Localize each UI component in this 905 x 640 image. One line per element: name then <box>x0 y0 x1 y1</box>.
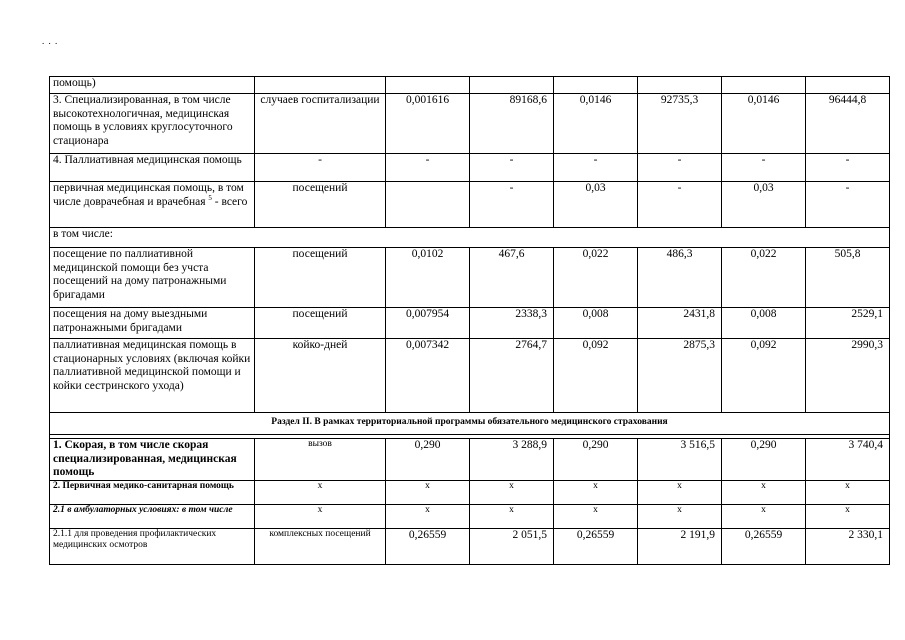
row-name: 2.1 в амбулаторных условиях: в том числе <box>50 504 255 528</box>
value-cell: - <box>638 154 722 182</box>
row-name: 3. Специализированная, в том числе высокотехнологичная, медицинская помощь в условиях круглосуточного стационара <box>50 94 255 154</box>
unit-cell: посещений <box>255 182 386 228</box>
value-cell: 0,290 <box>554 439 638 481</box>
value-cell: - <box>806 154 890 182</box>
row-name: 1. Скорая, в том числе скорая специализированная, медицинская помощь <box>50 439 255 481</box>
value-cell: 2764,7 <box>470 339 554 413</box>
unit-cell: - <box>255 154 386 182</box>
value-cell: х <box>722 504 806 528</box>
table-row <box>50 439 890 481</box>
value-cell: 467,6 <box>470 248 554 308</box>
value-cell: 0,03 <box>554 182 638 228</box>
table-row <box>50 94 890 154</box>
value-cell: 0,092 <box>722 339 806 413</box>
row-name: помощь) <box>50 77 255 94</box>
unit-cell: х <box>255 480 386 504</box>
value-cell: 0,022 <box>722 248 806 308</box>
value-cell: 0,26559 <box>722 528 806 564</box>
value-cell: 3 288,9 <box>470 439 554 481</box>
footnote-mark: 5 <box>208 193 212 202</box>
value-cell: 2 330,1 <box>806 528 890 564</box>
value-cell: 0,092 <box>554 339 638 413</box>
table-row <box>50 308 890 339</box>
table-row <box>50 528 890 564</box>
row-name <box>50 182 255 228</box>
value-cell: 0,007954 <box>386 308 470 339</box>
table-row <box>50 77 890 94</box>
value-cell: 2990,3 <box>806 339 890 413</box>
table-row <box>50 339 890 413</box>
value-cell: 486,3 <box>638 248 722 308</box>
value-cell: 0,0146 <box>722 94 806 154</box>
value-cell: 2431,8 <box>638 308 722 339</box>
value-cell: - <box>722 154 806 182</box>
row-name: посещения на дому выездными патронажными бригадами <box>50 308 255 339</box>
value-cell: 0,022 <box>554 248 638 308</box>
value-cell: х <box>638 504 722 528</box>
value-cell: 2875,3 <box>638 339 722 413</box>
value-cell <box>806 77 890 94</box>
value-cell: х <box>554 480 638 504</box>
value-cell: 505,8 <box>806 248 890 308</box>
value-cell: 0,290 <box>722 439 806 481</box>
value-cell: х <box>470 504 554 528</box>
value-cell: х <box>386 480 470 504</box>
unit-cell: х <box>255 504 386 528</box>
table-row <box>50 228 890 248</box>
value-cell: х <box>386 504 470 528</box>
value-cell: 0,26559 <box>386 528 470 564</box>
value-cell: 3 516,5 <box>638 439 722 481</box>
subgroup-label: в том числе: <box>50 228 890 248</box>
unit-cell: вызов <box>255 439 386 481</box>
row-name: посещение по паллиативной медицинской помощи без учста посещений на дому патронажными бригадами <box>50 248 255 308</box>
row-name: 4. Паллиативная медицинская помощь <box>50 154 255 182</box>
value-cell: х <box>554 504 638 528</box>
unit-cell <box>255 77 386 94</box>
value-cell: х <box>470 480 554 504</box>
value-cell: х <box>806 480 890 504</box>
row-name: 2.1.1 для проведения профилактических медицинских осмотров <box>50 528 255 564</box>
value-cell: 0,0102 <box>386 248 470 308</box>
table-row <box>50 182 890 228</box>
value-cell: - <box>470 182 554 228</box>
table-row <box>50 480 890 504</box>
unit-cell: койко-дней <box>255 339 386 413</box>
unit-cell: комплексных посещений <box>255 528 386 564</box>
row-name: паллиативная медицинская помощь в стационарных условиях (включая койки паллиативной медицинской помощи и койки сестринского ухода) <box>50 339 255 413</box>
value-cell: х <box>806 504 890 528</box>
value-cell: 2338,3 <box>470 308 554 339</box>
unit-cell: случаев госпитализации <box>255 94 386 154</box>
table-row <box>50 154 890 182</box>
value-cell: х <box>722 480 806 504</box>
value-cell: - <box>386 154 470 182</box>
value-cell: 0,001616 <box>386 94 470 154</box>
row-name-suffix: - всего <box>211 195 248 208</box>
value-cell: - <box>554 154 638 182</box>
value-cell: 0,26559 <box>554 528 638 564</box>
value-cell: 2 191,9 <box>638 528 722 564</box>
section-title: Раздел II. В рамках территориальной программы обязательного медицинского страхования <box>50 413 890 435</box>
page-mark: . . . <box>42 36 59 46</box>
row-name: 2. Первичная медико-санитарная помощь <box>50 480 255 504</box>
value-cell: х <box>638 480 722 504</box>
value-cell <box>638 77 722 94</box>
table-row <box>50 248 890 308</box>
table-row <box>50 504 890 528</box>
section-header-row <box>50 413 890 435</box>
value-cell: 3 740,4 <box>806 439 890 481</box>
value-cell: - <box>806 182 890 228</box>
row-name-text: первичная медицинская помощь, в том числе доврачебная и врачебная <box>53 182 244 208</box>
value-cell: 2 051,5 <box>470 528 554 564</box>
value-cell <box>470 77 554 94</box>
value-cell: 0,03 <box>722 182 806 228</box>
medical-care-table <box>49 76 890 565</box>
value-cell: 96444,8 <box>806 94 890 154</box>
value-cell: 0,007342 <box>386 339 470 413</box>
value-cell: 0,008 <box>554 308 638 339</box>
value-cell: 0,290 <box>386 439 470 481</box>
value-cell: - <box>638 182 722 228</box>
value-cell: - <box>470 154 554 182</box>
value-cell: 89168,6 <box>470 94 554 154</box>
value-cell: 2529,1 <box>806 308 890 339</box>
unit-cell: посещений <box>255 248 386 308</box>
value-cell <box>386 182 470 228</box>
unit-cell: посещений <box>255 308 386 339</box>
value-cell <box>554 77 638 94</box>
value-cell: 92735,3 <box>638 94 722 154</box>
value-cell <box>722 77 806 94</box>
value-cell: 0,008 <box>722 308 806 339</box>
value-cell <box>386 77 470 94</box>
value-cell: 0,0146 <box>554 94 638 154</box>
